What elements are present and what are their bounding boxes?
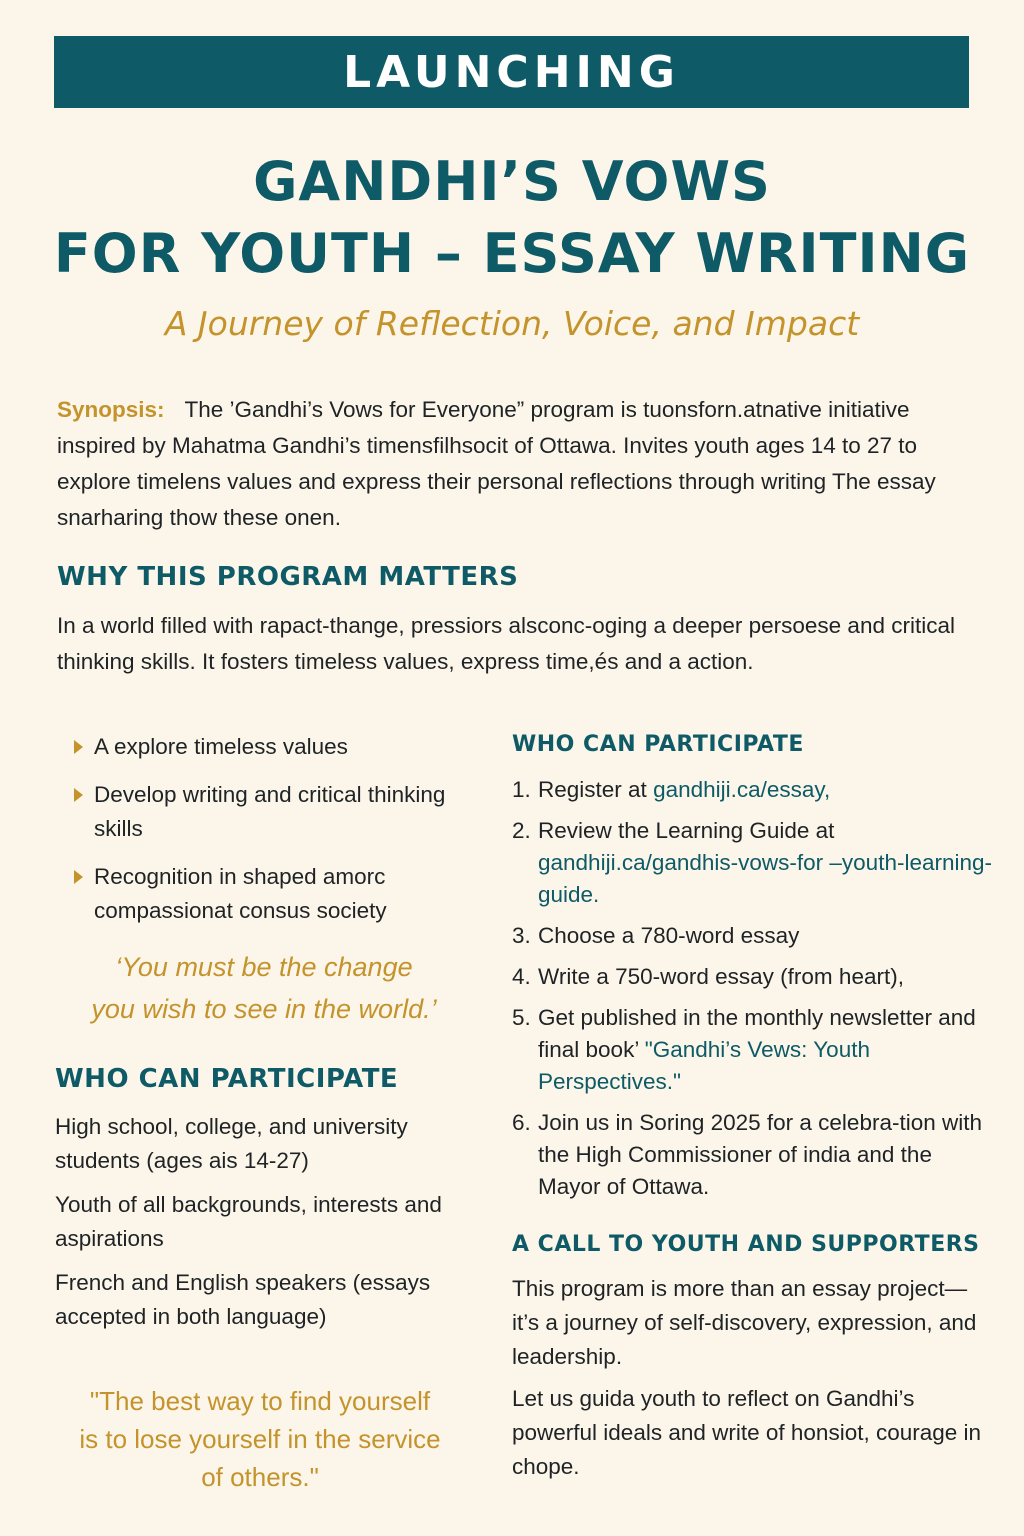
synopsis-text: The ’Gandhi’s Vows for Everyone” program is tuonsforn.atnative initiative inspired by Mahatma Gandhi’s timensfilhsocit of Ottawa. Invites youth ages 14 to 27 to explore timelens values and express their personal reflections through writing The essay snarharing thow these onen. xyxy=(57,397,936,530)
step-number: 4. xyxy=(512,964,531,989)
step-text: Register at xyxy=(538,777,654,802)
quote-line: "The best way to find yourself xyxy=(89,1386,431,1416)
list-item: Youth of all backgrounds, interests and aspirations xyxy=(55,1192,442,1251)
page-subtitle: A Journey of Reflection, Voice, and Impact xyxy=(164,304,860,343)
step-text: Choose a 780-word essay xyxy=(538,923,800,948)
list-item: High school, college, and university students (ages ais 14-27) xyxy=(55,1114,408,1173)
participate-right-heading: WHO CAN PARTICIPATE xyxy=(512,732,804,757)
call-paragraph-2: Let us guida youth to reflect on Gandhi’s powerful ideals and write of honsiot, courage in chope. xyxy=(512,1386,982,1479)
step-text: Write a 750-word essay (from heart), xyxy=(538,964,904,989)
triangle-bullet-icon xyxy=(74,788,83,802)
bullet-text: A explore timeless values xyxy=(94,734,348,759)
triangle-bullet-icon xyxy=(74,870,83,884)
bullet-text: Develop writing and critical thinking skills xyxy=(94,782,446,841)
step-item xyxy=(512,1002,992,1098)
steps-list xyxy=(512,774,992,1212)
launching-banner: LAUNCHING xyxy=(54,36,969,108)
bullet-text: Recognition in shaped amorc compassionat consus society xyxy=(94,864,387,923)
why-text: In a world filled with rapact-thange, pressiors alsconc-oging a deeper persoese and critical thinking skills. It fosters timeless values, express time,és and a action. xyxy=(57,613,955,674)
list-item xyxy=(72,730,472,764)
page-title-line-2: FOR YOUTH – ESSAY WRITING xyxy=(53,222,971,285)
step-item xyxy=(512,774,992,806)
list-item xyxy=(72,778,472,846)
book-title: "Gandhi’s Vews: Youth Perspectives." xyxy=(538,1037,870,1094)
gandhi-quote-service xyxy=(40,1382,480,1496)
step-number: 3. xyxy=(512,923,531,948)
page-title-line-1: GANDHI’S VOWS xyxy=(253,150,771,213)
step-number: 2. xyxy=(512,818,531,843)
step-number: 1. xyxy=(512,777,531,802)
step-item xyxy=(512,1107,992,1203)
list-item: French and English speakers (essays accepted in both language) xyxy=(55,1270,431,1329)
synopsis-label: Synopsis: xyxy=(57,397,165,422)
step-text: Join us in Soring 2025 for a celebra-tion with the High Commissioner of india and the Mayor of Ottawa. xyxy=(538,1110,983,1199)
benefits-list xyxy=(72,730,472,942)
step-item xyxy=(512,920,992,952)
triangle-bullet-icon xyxy=(74,740,83,754)
step-text: Review the Learning Guide at xyxy=(538,818,835,843)
quote-line: is to lose yourself in the service xyxy=(79,1424,441,1454)
call-paragraph-1: This program is more than an essay project—it’s a journey of self-discovery, expression, and leadership. xyxy=(512,1276,977,1369)
step-item xyxy=(512,961,992,993)
participate-left-heading: WHO CAN PARTICIPATE xyxy=(55,1064,399,1094)
quote-line: you wish to see in the world.’ xyxy=(91,994,437,1024)
quote-line: ‘You must be the change xyxy=(115,952,413,982)
participant-list xyxy=(55,1110,485,1344)
call-heading: A CALL TO YOUTH AND SUPPORTERS xyxy=(512,1232,980,1257)
gandhi-quote-change xyxy=(44,946,484,1030)
step-number: 5. xyxy=(512,1005,531,1030)
register-link[interactable]: gandhiji.ca/essay, xyxy=(653,777,831,802)
list-item xyxy=(72,860,472,928)
why-heading: WHY THIS PROGRAM MATTERS xyxy=(57,562,519,592)
step-number: 6. xyxy=(512,1110,531,1135)
quote-line: of others." xyxy=(201,1462,319,1492)
step-text: Get published in the monthly newsletter and final book’ xyxy=(538,1005,976,1062)
synopsis xyxy=(57,392,977,536)
step-item xyxy=(512,815,992,911)
learning-guide-link[interactable]: gandhiji.ca/gandhis-vows-for –youth-learning-guide. xyxy=(538,850,992,907)
